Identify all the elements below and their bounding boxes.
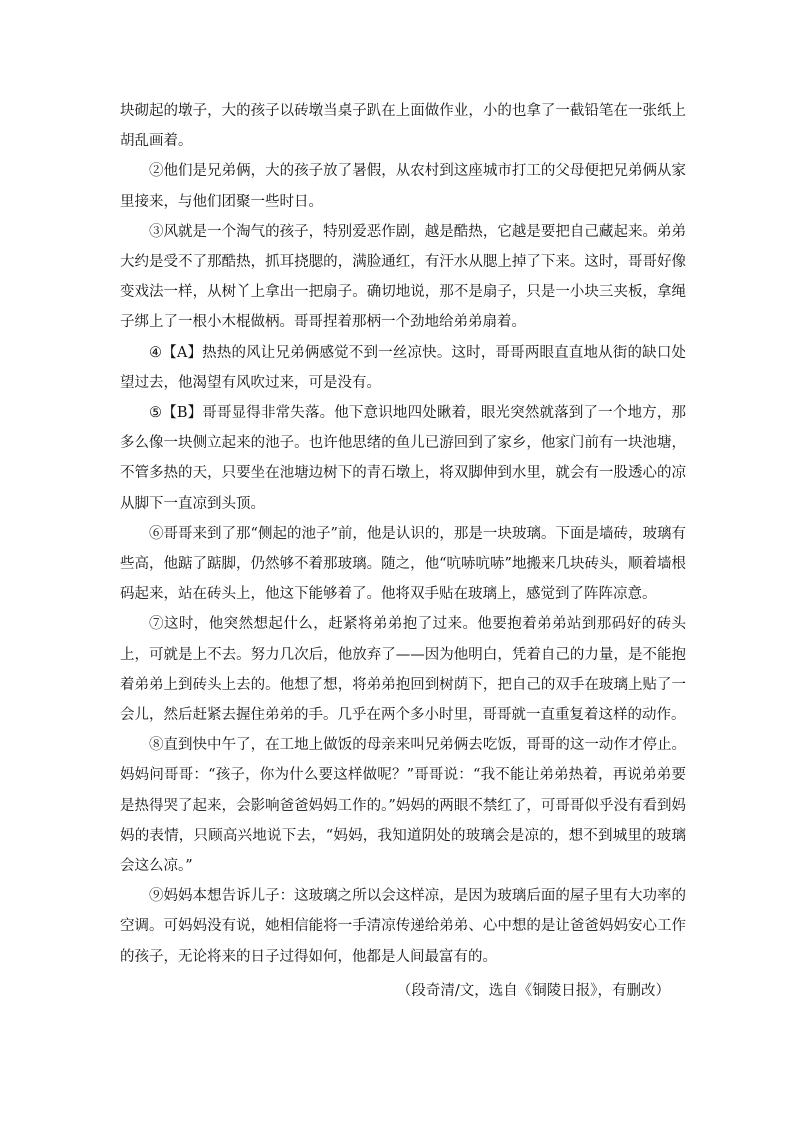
paragraph-1-continued: 块砌起的墩子，大的孩子以砖墩当桌子趴在上面做作业，小的也拿了一截铅笔在一张纸上胡乱画着。 <box>120 103 686 150</box>
paragraph-7: ⑦这时，他突然想起什么，赶紧将弟弟抱了过来。他要抱着弟弟站到那码好的砖头上，可就是上不去。努力几次后，他放弃了——因为他明白，凭着自己的力量，是不能抱着弟弟上到砖头上去的。他想了想，将弟弟抱回到树荫下，把自己的双手在玻璃上贴了一会儿，然后赶紧去握住弟弟的手。几乎在两个多小时里，哥哥就一直重复着这样的动作。 <box>120 616 686 724</box>
document-page <box>120 96 686 1006</box>
paragraph-5: ⑤【B】哥哥显得非常失落。他下意识地四处瞅着，眼光突然就落到了一个地方，那多么像一块侧立起来的池子。也许他思绪的鱼儿已游回到了家乡，他家门前有一块池塘，不管多热的天，只要坐在池塘边树下的青石墩上，将双脚伸到水里，就会有一股透心的凉从脚下一直凉到头顶。 <box>120 405 686 512</box>
paragraph-6: ⑥哥哥来到了那“侧起的池子”前，他是认识的，那是一块玻璃。下面是墙砖，玻璃有些高，他踮了踮脚，仍然够不着那玻璃。随之，他“吭哧吭哧”地搬来几块砖头，顺着墙根码起来，站在砖头上，他这下能够着了。他将双手贴在玻璃上，感觉到了阵阵凉意。 <box>120 525 686 603</box>
paragraph-8: ⑧直到快中午了，在工地上做饭的母亲来叫兄弟俩去吃饭，哥哥的这一动作才停止。妈妈问哥哥：“孩子，你为什么要这样做呢？”哥哥说：“我不能让弟弟热着，再说弟弟要是热得哭了起来，会影响爸爸妈妈工作的。”妈妈的两眼不禁红了，可哥哥似乎没有看到妈妈的表情，只顾高兴地说下去，“妈妈，我知道阴处的玻璃会是凉的，想不到城里的玻璃会这么凉。” <box>120 737 686 875</box>
paragraph-9: ⑨妈妈本想告诉儿子：这玻璃之所以会这样凉，是因为玻璃后面的屋子里有大功率的空调。可妈妈没有说，她相信能将一手清凉传递给弟弟、心中想的是让爸爸妈妈安心工作的孩子，无论将来的日子过得如何，他都是人间最富有的。 <box>120 888 686 965</box>
paragraph-2: ②他们是兄弟俩，大的孩子放了暑假，从农村到这座城市打工的父母便把兄弟俩从家里接来，与他们团聚一些时日。 <box>120 163 686 210</box>
source-citation: （段奇清/文，选自《铜陵日报》，有删改） <box>396 982 670 999</box>
paragraph-3: ③风就是一个淘气的孩子，特别爱恶作剧，越是酷热，它越是要把自己藏起来。弟弟大约是受不了那酷热，抓耳挠腮的，满脸通红，有汗水从腮上掉了下来。这时，哥哥好像变戏法一样，从树丫上拿出一把扇子。确切地说，那不是扇子，只是一小块三夹板，拿绳子绑上了一根小木棍做柄。哥哥捏着那柄一个劲地给弟弟扇着。 <box>120 223 686 331</box>
paragraph-4: ④【A】热热的风让兄弟俩感觉不到一丝凉快。这时，哥哥两眼直直地从街的缺口处望过去，他渴望有风吹过来，可是没有。 <box>120 344 686 391</box>
